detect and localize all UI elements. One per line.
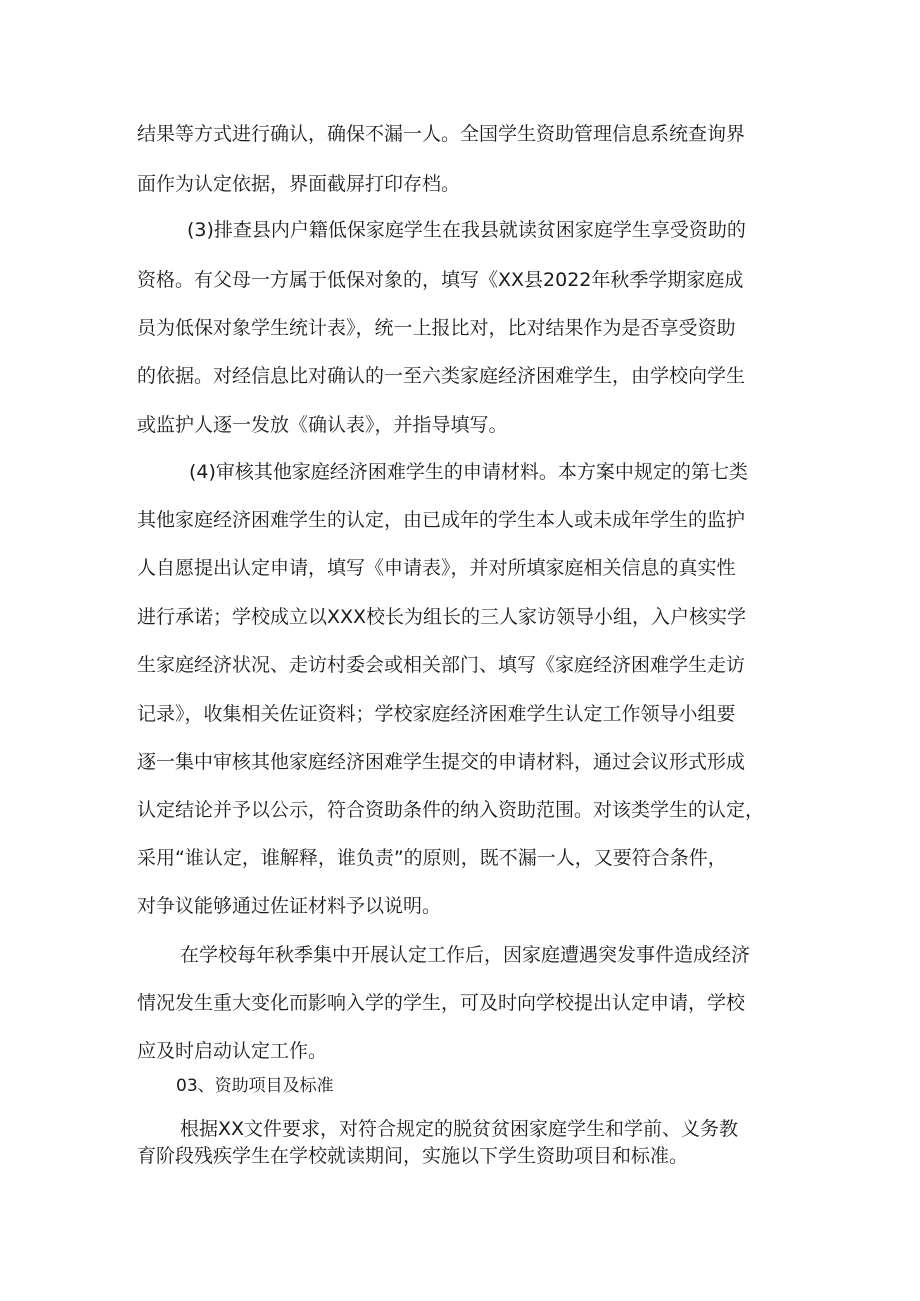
text-line: 育阶段残疾学生在学校就读期间，实施以下学生资助项目和标准。 bbox=[137, 1145, 689, 1167]
text-line: (3)排查县内户籍低保家庭学生在我县就读贫困家庭学生享受资助的 bbox=[187, 219, 746, 241]
text-line: (4)审核其他家庭经济困难学生的申请材料。本方案中规定的第七类 bbox=[189, 461, 748, 483]
section-heading: 03、资助项目及标准 bbox=[176, 1076, 334, 1096]
text-line: 生家庭经济状况、走访村委会或相关部门、填写《家庭经济困难学生走访 bbox=[137, 654, 746, 676]
text-line: 逐一集中审核其他家庭经济困难学生提交的申请材料，通过会议形式形成 bbox=[137, 751, 746, 773]
text-line: 面作为认定依据，界面截屏打印存档。 bbox=[137, 173, 461, 195]
text-line: 情况发生重大变化而影响入学的学生，可及时向学校提出认定申请，学校 bbox=[137, 992, 746, 1014]
text-line: 人自愿提出认定申请，填写《申请表》，并对所填家庭相关信息的真实性 bbox=[137, 557, 736, 579]
text-line: 的依据。对经信息比对确认的一至六类家庭经济困难学生，由学校向学生 bbox=[137, 365, 746, 387]
text-line: 或监护人逐一发放《确认表》，并指导填写。 bbox=[137, 414, 508, 436]
text-line: 对争议能够通过佐证材料予以说明。 bbox=[137, 895, 442, 917]
text-line: 结果等方式进行确认，确保不漏一人。全国学生资助管理信息系统查询界 bbox=[137, 123, 746, 145]
text-line: 应及时启动认定工作。 bbox=[137, 1040, 328, 1062]
text-line: 采用“谁认定，谁解释，谁负责”的原则，既不漏一人，又要符合条件， bbox=[137, 847, 727, 869]
text-line: 认定结论并予以公示，符合资助条件的纳入资助范围。对该类学生的认定， bbox=[137, 799, 765, 821]
text-line: 其他家庭经济困难学生的认定，由已成年的学生本人或未成年学生的监护 bbox=[137, 509, 746, 531]
text-line: 根据XX文件要求，对符合规定的脱贫贫困家庭学生和学前、义务教 bbox=[180, 1118, 739, 1140]
text-line: 员为低保对象学生统计表》，统一上报比对，比对结果作为是否享受资助 bbox=[137, 317, 736, 339]
text-line: 记录》，收集相关佐证资料；学校家庭经济困难学生认定工作领导小组要 bbox=[137, 703, 736, 725]
text-line: 资格。有父母一方属于低保对象的，填写《XX县2022年秋季学期家庭成 bbox=[137, 269, 744, 291]
text-line: 进行承诺；学校成立以XXX校长为组长的三人家访领导小组，入户核实学 bbox=[137, 606, 747, 628]
text-line: 在学校每年秋季集中开展认定工作后，因家庭遭遇突发事件造成经济 bbox=[180, 944, 751, 966]
